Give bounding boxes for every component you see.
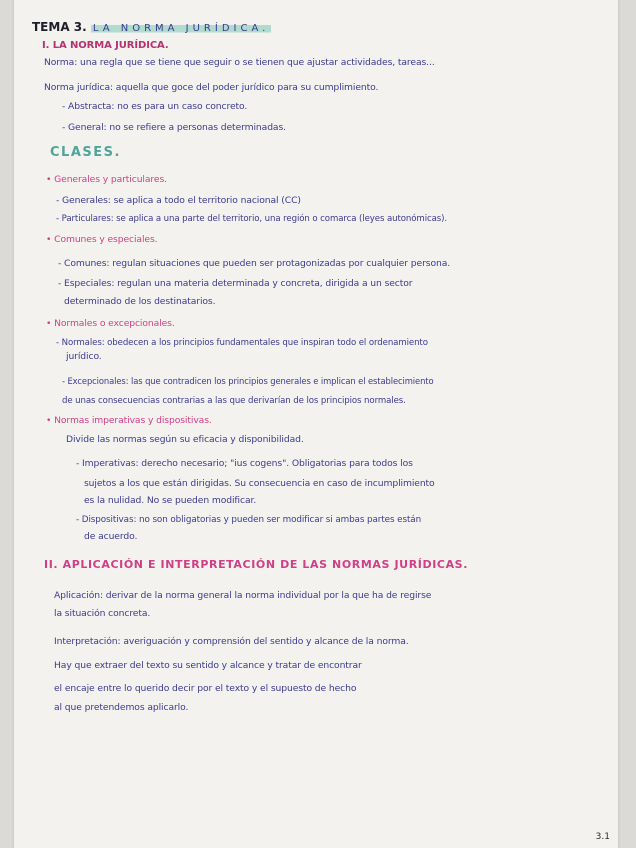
normales-item: - Normales: obedecen a los principios fundamentales que inspiran todo el ordenamiento bbox=[56, 338, 428, 348]
clases-heading: CLASES. bbox=[50, 145, 121, 160]
title-highlight: LA NORMA JURÍDICA. bbox=[92, 23, 270, 34]
especiales-item: - Especiales: regulan una materia determinada y concreta, dirigida a un sector bbox=[58, 278, 413, 289]
interpretacion-line2: Hay que extraer del texto su sentido y alcance y tratar de encontrar bbox=[54, 660, 362, 671]
imperativas-dispositivas-intro: Divide las normas según su eficacia y disponibilidad. bbox=[66, 434, 304, 445]
aplicacion-line1: Aplicación: derivar de la norma general la norma individual por la que ha de regirse bbox=[54, 590, 432, 601]
aplicacion-line2: la situación concreta. bbox=[54, 608, 151, 619]
imperativas-item: - Imperativas: derecho necesario; "ius cogens". Obligatorias para todos los bbox=[76, 458, 413, 469]
particulares-item: - Particulares: se aplica a una parte del territorio, una región o comarca (leyes autonómicas). bbox=[56, 214, 448, 224]
dispositivas-item-cont: de acuerdo. bbox=[84, 531, 138, 542]
excepcionales-item: - Excepcionales: las que contradicen los principios generales e implican el establecimiento bbox=[62, 376, 434, 386]
interpretacion-line4: al que pretendemos aplicarlo. bbox=[54, 702, 189, 713]
dispositivas-item: - Dispositivas: no son obligatorias y pueden ser modificar si ambas partes están bbox=[76, 515, 422, 525]
page-title bbox=[32, 20, 271, 34]
section1-heading: I. LA NORMA JURÍDICA. bbox=[42, 40, 169, 51]
normales-excepcionales-heading: • Normales o excepcionales. bbox=[46, 318, 175, 329]
abstracta-item: - Abstracta: no es para un caso concreto. bbox=[62, 101, 248, 112]
interpretacion-line3: el encaje entre lo querido decir por el texto y el supuesto de hecho bbox=[54, 683, 357, 694]
general-item: - General: no se refiere a personas determinadas. bbox=[62, 122, 286, 133]
imperativas-dispositivas-heading: • Normas imperativas y dispositivas. bbox=[46, 415, 212, 426]
generales-particulares-heading: • Generales y particulares. bbox=[46, 174, 167, 185]
interpretacion-line1: Interpretación: averiguación y comprensión del sentido y alcance de la norma. bbox=[54, 636, 409, 647]
excepcionales-item-cont: de unas consecuencias contrarias a las que derivarían de los principios normales. bbox=[62, 396, 406, 406]
comunes-especiales-heading: • Comunes y especiales. bbox=[46, 234, 158, 245]
norma-definition: Norma: una regla que se tiene que seguir o se tienen que ajustar actividades, tareas... bbox=[44, 57, 435, 68]
especiales-item-cont: determinado de los destinatarios. bbox=[64, 296, 216, 307]
normales-item-cont: jurídico. bbox=[66, 351, 102, 362]
norma-juridica-definition: Norma jurídica: aquella que goce del poder jurídico para su cumplimiento. bbox=[44, 82, 379, 93]
comunes-item: - Comunes: regulan situaciones que pueden ser protagonizadas por cualquier persona. bbox=[58, 258, 451, 269]
title-prefix: TEMA 3. bbox=[32, 20, 87, 34]
imperativas-item-cont1: sujetos a los que están dirigidas. Su consecuencia en caso de incumplimiento bbox=[84, 478, 435, 489]
notebook-page bbox=[14, 0, 618, 848]
page-number: 3.1 bbox=[595, 832, 610, 842]
imperativas-item-cont2: es la nulidad. No se pueden modificar. bbox=[84, 495, 257, 506]
generales-item: - Generales: se aplica a todo el territorio nacional (CC) bbox=[56, 195, 301, 206]
section2-heading: II. APLICACIÓN E INTERPRETACIÓN DE LAS NORMAS JURÍDICAS. bbox=[44, 558, 468, 571]
